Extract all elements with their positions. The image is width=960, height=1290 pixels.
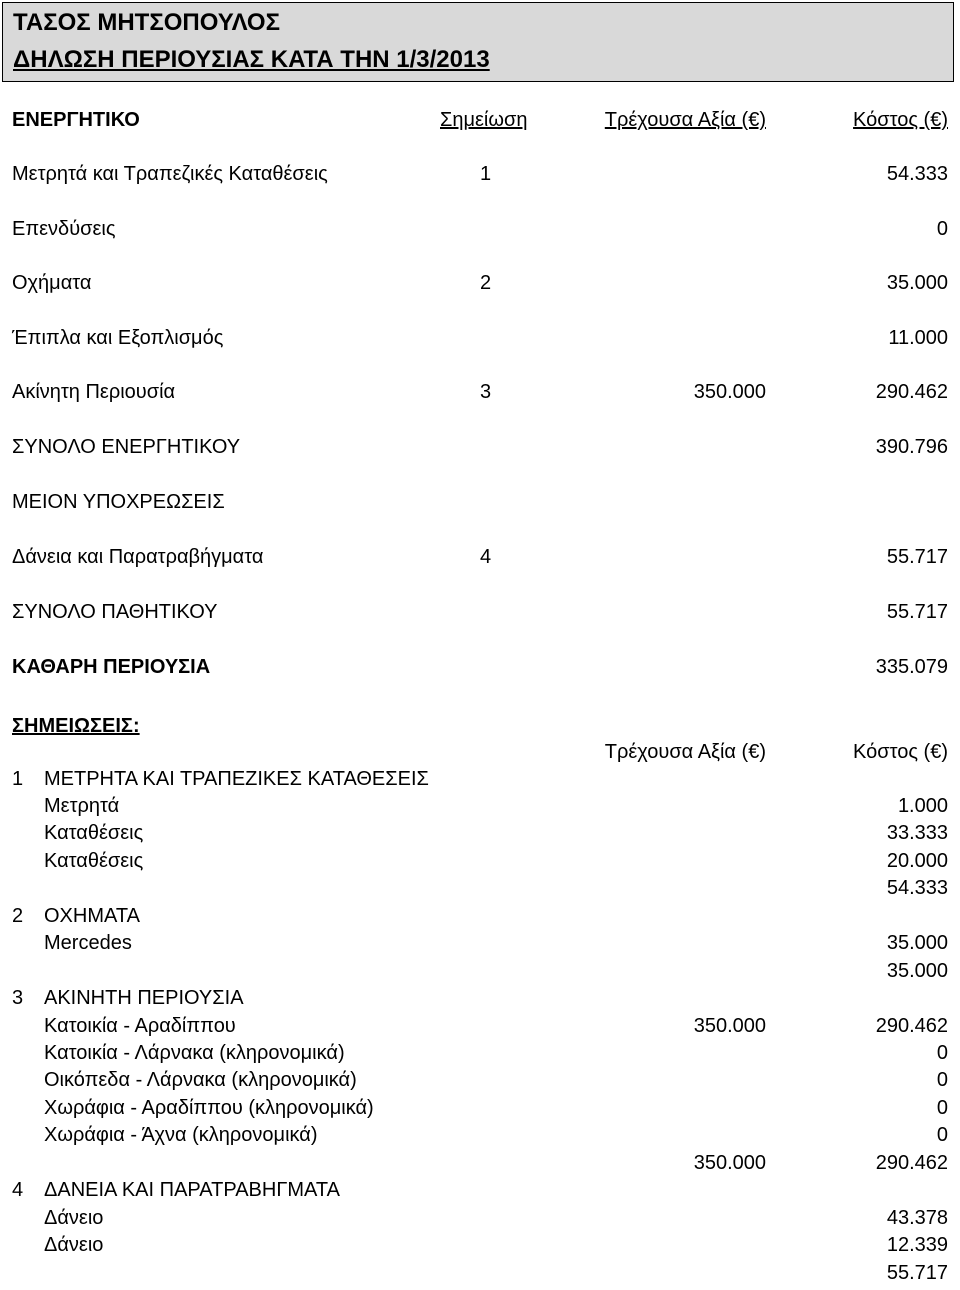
note-item-current: 350.000 bbox=[693, 1015, 766, 1037]
note-section-total-cost: 54.333 bbox=[886, 877, 948, 899]
note-item-cost: 0 bbox=[936, 1124, 948, 1146]
note-item-cost: 33.333 bbox=[886, 822, 948, 844]
asset-cost: 11.000 bbox=[888, 327, 948, 349]
note-item-label: Μετρητά bbox=[44, 795, 120, 817]
asset-note: 3 bbox=[480, 381, 492, 403]
asset-label: Οχήματα bbox=[12, 272, 92, 294]
note-item-label: Δάνειο bbox=[44, 1234, 104, 1256]
total-liabilities-value: 55.717 bbox=[886, 601, 948, 623]
total-liabilities-label: ΣΥΝΟΛΟ ΠΑΘΗΤΙΚΟΥ bbox=[12, 601, 218, 623]
note-number: 3 bbox=[12, 987, 24, 1009]
owner-name: ΤΑΣΟΣ ΜΗΤΣΟΠΟΥΛΟΣ bbox=[13, 9, 280, 36]
col-note-header: Σημείωση bbox=[440, 109, 528, 131]
total-assets-value: 390.796 bbox=[875, 436, 948, 458]
note-item-cost: 12.339 bbox=[886, 1234, 948, 1256]
notes-heading: ΣΗΜΕΙΩΣΕΙΣ: bbox=[12, 715, 140, 737]
net-worth-value: 335.079 bbox=[875, 656, 948, 678]
notes-col-current-header: Τρέχουσα Αξία (€) bbox=[604, 741, 766, 763]
note-item-label: Καταθέσεις bbox=[44, 850, 144, 872]
liabilities-heading: ΜΕΙΟΝ ΥΠΟΧΡΕΩΣΕΙΣ bbox=[12, 491, 225, 513]
notes-col-cost-header: Κόστος (€) bbox=[853, 741, 948, 763]
asset-note: 2 bbox=[480, 272, 492, 294]
document-title: ΔΗΛΩΣΗ ΠΕΡΙΟΥΣΙΑΣ ΚΑΤΑ ΤΗΝ 1/3/2013 bbox=[13, 46, 490, 73]
note-item-label: Χωράφια - Άχνα (κληρονομικά) bbox=[44, 1124, 318, 1146]
note-item-label: Mercedes bbox=[44, 932, 132, 954]
note-item-label: Καταθέσεις bbox=[44, 822, 144, 844]
note-item-cost: 290.462 bbox=[875, 1015, 948, 1037]
note-item-label: Κατοικία - Λάρνακα (κληρονομικά) bbox=[44, 1042, 345, 1064]
document-header bbox=[2, 2, 954, 82]
col-cost-header: Κόστος (€) bbox=[853, 109, 948, 131]
asset-label: Ακίνητη Περιουσία bbox=[12, 381, 176, 403]
liability-label: Δάνεια και Παρατραβήγματα bbox=[12, 546, 264, 568]
note-section-total-cost: 55.717 bbox=[886, 1262, 948, 1284]
note-item-cost: 1.000 bbox=[897, 795, 948, 817]
asset-label: Έπιπλα και Εξοπλισμός bbox=[12, 327, 224, 349]
note-item-label: Κατοικία - Αραδίππου bbox=[44, 1015, 236, 1037]
note-section-total-cost: 290.462 bbox=[875, 1152, 948, 1174]
assets-heading: ΕΝΕΡΓΗΤΙΚΟ bbox=[12, 109, 140, 131]
note-section-title: ΑΚΙΝΗΤΗ ΠΕΡΙΟΥΣΙΑ bbox=[44, 987, 244, 1009]
liability-cost: 55.717 bbox=[886, 546, 948, 568]
liability-note: 4 bbox=[480, 546, 492, 568]
note-section-title: ΔΑΝΕΙΑ ΚΑΙ ΠΑΡΑΤΡΑΒΗΓΜΑΤΑ bbox=[44, 1179, 340, 1201]
note-item-cost: 0 bbox=[936, 1069, 948, 1091]
asset-current: 350.000 bbox=[693, 381, 766, 403]
total-assets-label: ΣΥΝΟΛΟ ΕΝΕΡΓΗΤΙΚΟΥ bbox=[12, 436, 241, 458]
note-item-cost: 0 bbox=[936, 1042, 948, 1064]
note-item-cost: 35.000 bbox=[886, 932, 948, 954]
note-item-cost: 20.000 bbox=[886, 850, 948, 872]
note-number: 2 bbox=[12, 905, 24, 927]
asset-note: 1 bbox=[480, 163, 492, 185]
asset-cost: 35.000 bbox=[886, 272, 948, 294]
note-item-cost: 0 bbox=[936, 1097, 948, 1119]
asset-cost: 290.462 bbox=[875, 381, 948, 403]
col-current-header: Τρέχουσα Αξία (€) bbox=[604, 109, 766, 131]
note-item-label: Δάνειο bbox=[44, 1207, 104, 1229]
asset-cost: 54.333 bbox=[886, 163, 948, 185]
asset-cost: 0 bbox=[936, 218, 948, 240]
asset-label: Επενδύσεις bbox=[12, 218, 116, 240]
note-section-total-cost: 35.000 bbox=[886, 960, 948, 982]
note-number: 1 bbox=[12, 768, 24, 790]
note-section-title: ΟΧΗΜΑΤΑ bbox=[44, 905, 140, 927]
note-item-label: Οικόπεδα - Λάρνακα (κληρονομικά) bbox=[44, 1069, 357, 1091]
note-section-title: ΜΕΤΡΗΤΑ ΚΑΙ ΤΡΑΠΕΖΙΚΕΣ ΚΑΤΑΘΕΣΕΙΣ bbox=[44, 768, 429, 790]
note-number: 4 bbox=[12, 1179, 24, 1201]
note-section-total-current: 350.000 bbox=[693, 1152, 766, 1174]
net-worth-label: ΚΑΘΑΡΗ ΠΕΡΙΟΥΣΙΑ bbox=[12, 656, 211, 678]
asset-label: Μετρητά και Τραπεζικές Καταθέσεις bbox=[12, 163, 328, 185]
note-item-cost: 43.378 bbox=[886, 1207, 948, 1229]
note-item-label: Χωράφια - Αραδίππου (κληρονομικά) bbox=[44, 1097, 374, 1119]
